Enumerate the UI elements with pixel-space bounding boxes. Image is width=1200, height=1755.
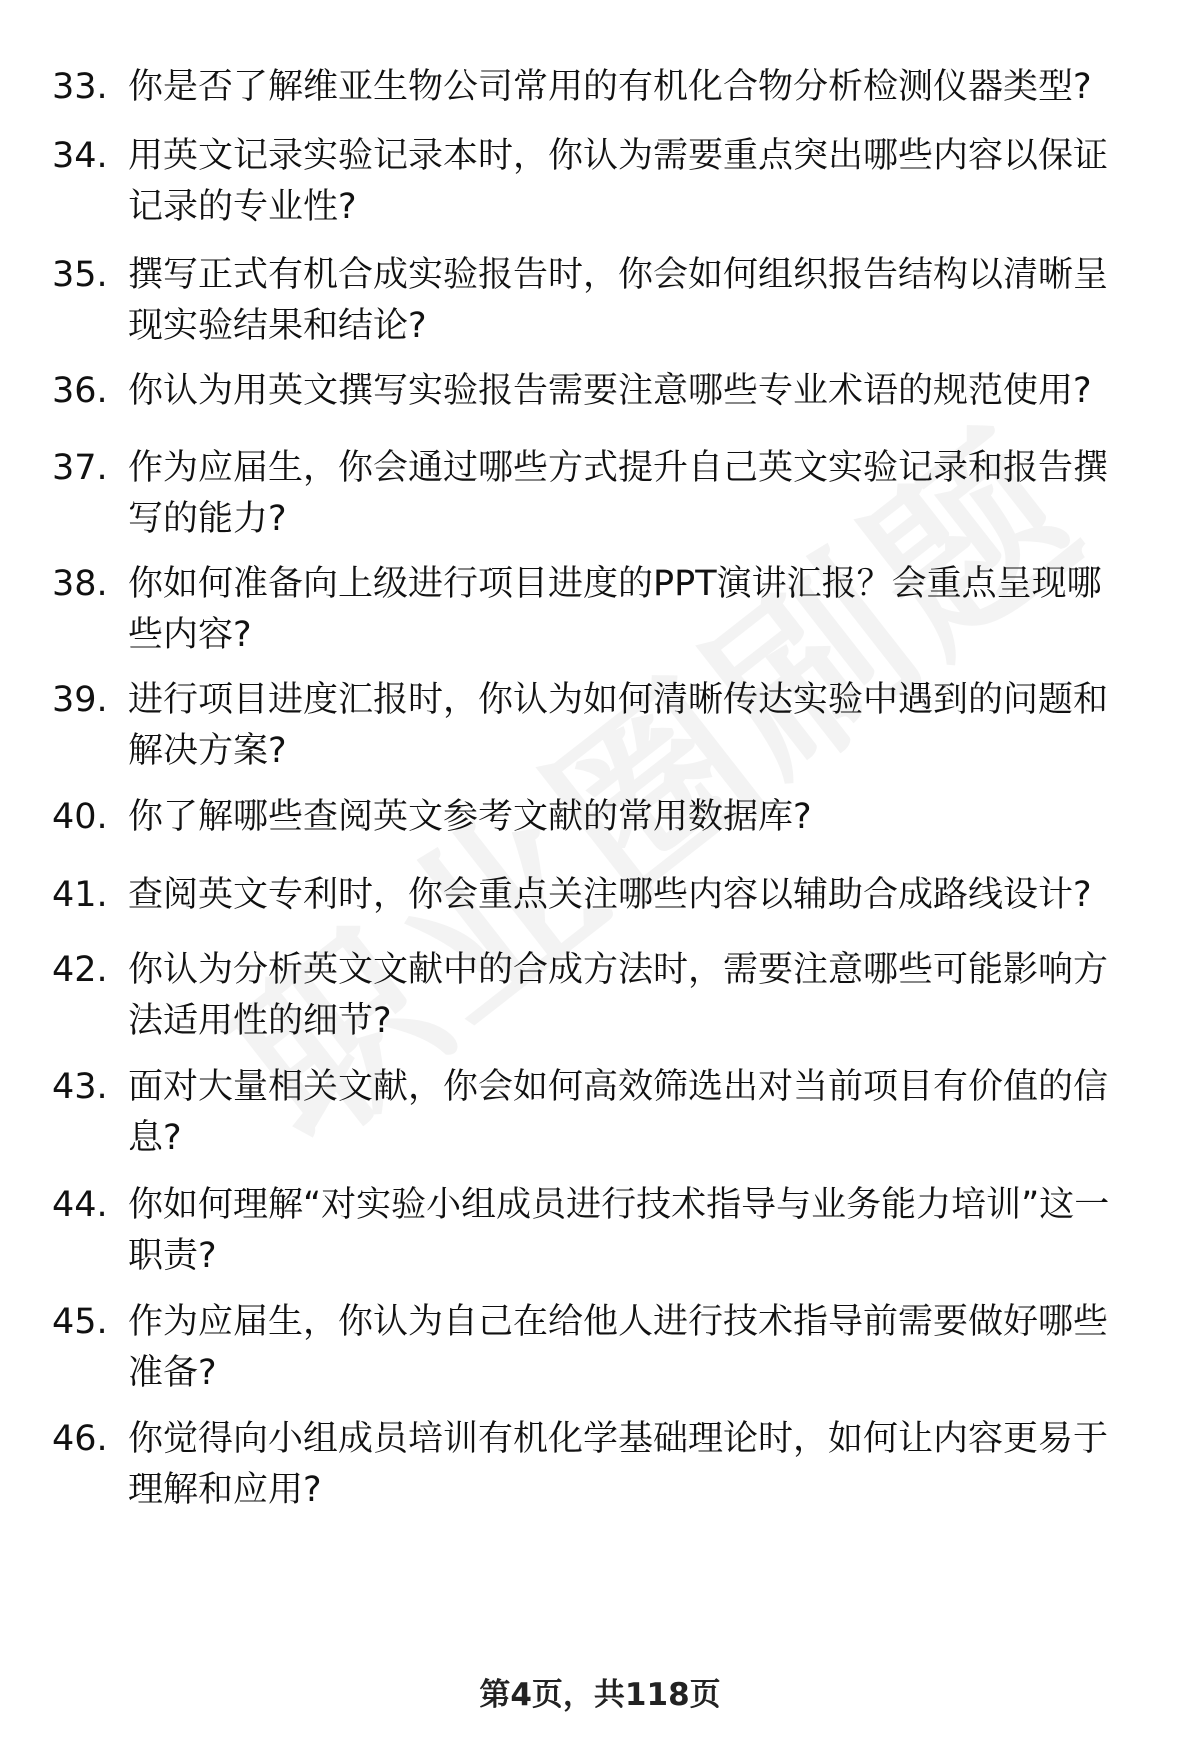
question-number: 46. — [52, 1419, 108, 1459]
question-text: 进行项目进度汇报时，你认为如何清晰传达实验中遇到的问题和解决方案? — [128, 680, 1109, 771]
question-number: 44. — [52, 1185, 108, 1225]
question-text: 你觉得向小组成员培训有机化学基础理论时，如何让内容更易于理解和应用? — [128, 1419, 1109, 1510]
question-text: 你认为分析英文文献中的合成方法时，需要注意哪些可能影响方法适用性的细节? — [128, 950, 1109, 1041]
question-number: 38. — [52, 564, 108, 604]
question-text: 你了解哪些查阅英文参考文献的常用数据库? — [128, 797, 812, 837]
question-number: 39. — [52, 680, 108, 720]
question-number: 45. — [52, 1302, 108, 1342]
question-text: 你如何准备向上级进行项目进度的PPT演讲汇报？会重点呈现哪些内容? — [128, 564, 1102, 655]
question-text: 作为应届生，你认为自己在给他人进行技术指导前需要做好哪些准备? — [128, 1302, 1109, 1393]
question-number: 37. — [52, 448, 108, 488]
question-number: 33. — [52, 67, 108, 107]
question-text: 你是否了解维亚生物公司常用的有机化合物分析检测仪器类型? — [128, 67, 1092, 107]
question-number: 36. — [52, 371, 108, 411]
question-number: 34. — [52, 136, 108, 176]
question-number: 40. — [52, 797, 108, 837]
question-text: 你认为用英文撰写实验报告需要注意哪些专业术语的规范使用? — [128, 371, 1092, 411]
question-number: 42. — [52, 950, 108, 990]
page-footer: 第4页，共118页 — [479, 1677, 721, 1713]
question-text: 查阅英文专利时，你会重点关注哪些内容以辅助合成路线设计? — [128, 875, 1092, 915]
question-number: 41. — [52, 875, 108, 915]
question-text: 面对大量相关文献，你会如何高效筛选出对当前项目有价值的信息? — [128, 1067, 1109, 1158]
question-text: 撰写正式有机合成实验报告时，你会如何组织报告结构以清晰呈现实验结果和结论? — [128, 255, 1109, 346]
question-number: 35. — [52, 255, 108, 295]
question-text: 你如何理解“对实验小组成员进行技术指导与业务能力培训”这一职责? — [128, 1185, 1110, 1276]
question-text: 用英文记录实验记录本时，你认为需要重点突出哪些内容以保证记录的专业性? — [128, 136, 1109, 227]
question-text: 作为应届生，你会通过哪些方式提升自己英文实验记录和报告撰写的能力? — [128, 448, 1109, 539]
question-number: 43. — [52, 1067, 108, 1107]
